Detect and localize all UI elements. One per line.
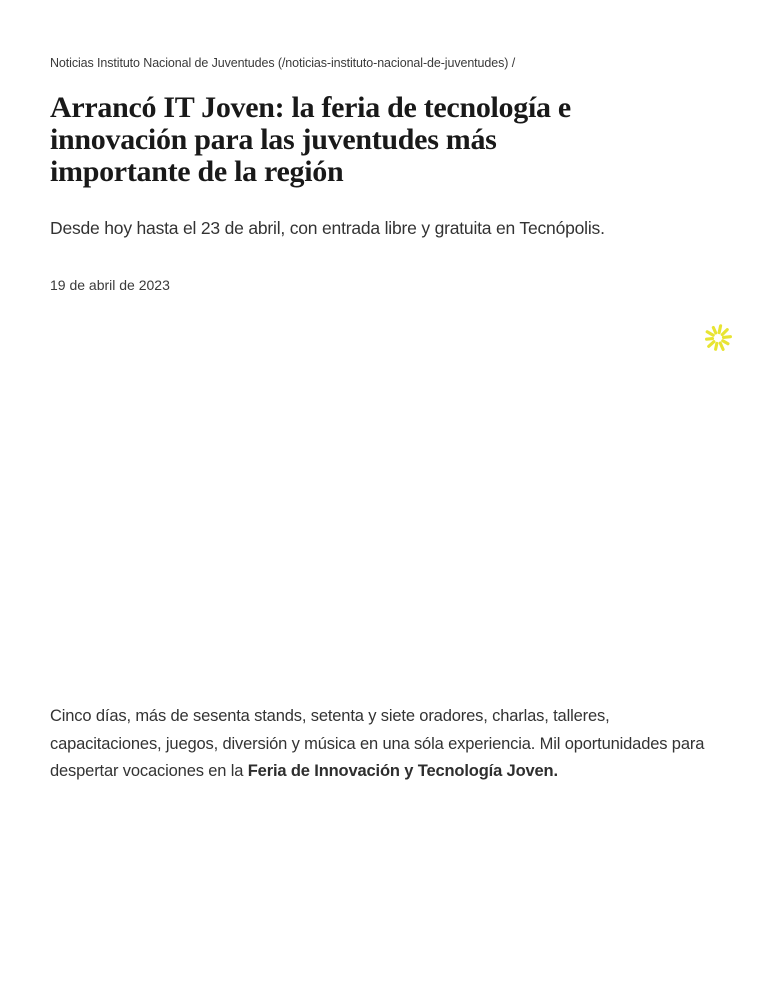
article-image-placeholder bbox=[50, 294, 723, 703]
article-date: 19 de abril de 2023 bbox=[50, 277, 170, 293]
breadcrumb-link-noticias[interactable]: Noticias Instituto Nacional de Juventudes (/noticias-instituto-nacional-de-juventudes) bbox=[50, 56, 509, 70]
breadcrumb bbox=[50, 0, 723, 71]
article-title-line: importante de la región bbox=[50, 155, 344, 188]
article-title bbox=[50, 92, 723, 188]
article-title-line: Arrancó IT Joven: la feria de tecnología e bbox=[50, 91, 571, 124]
article-body-paragraph bbox=[50, 703, 718, 786]
breadcrumb-separator: / bbox=[508, 56, 516, 70]
article-title-line: innovación para las juventudes más bbox=[50, 123, 497, 156]
article-lead: Desde hoy hasta el 23 de abril, con entrada libre y gratuita en Tecnópolis. bbox=[50, 218, 605, 238]
article-body-text: Cinco días, más de sesenta stands, setenta y siete oradores, charlas, talleres, capacitaciones, juegos, diversión y música en una sóla experiencia. Mil oportunidades para despertar vocaciones en la bbox=[50, 707, 705, 780]
loading-spinner-icon bbox=[703, 323, 733, 353]
article-body-bold-text: Feria de Innovación y Tecnología Joven. bbox=[247, 762, 558, 780]
